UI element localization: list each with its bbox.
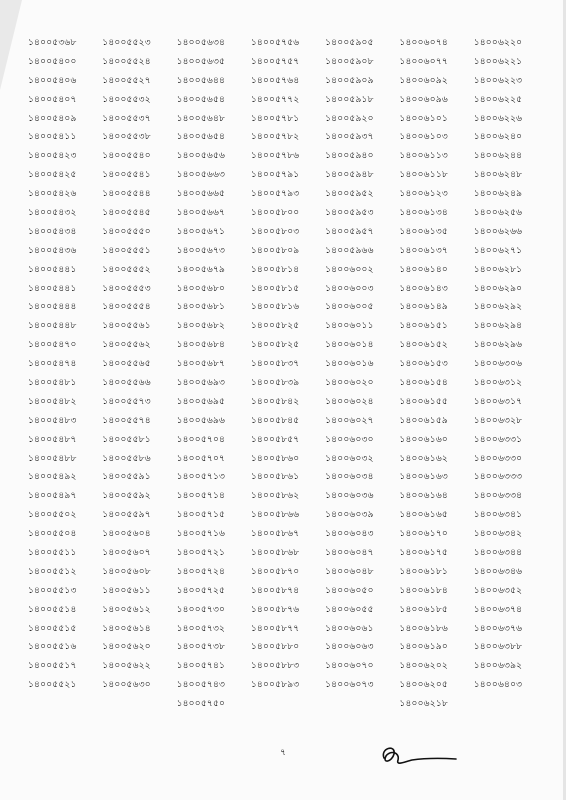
roll-number-cell: ১৪০০৬১১৩ (399, 150, 448, 162)
roll-number-cell: ১৪০০৫৪৪১ (28, 263, 77, 275)
table-row (28, 467, 548, 486)
roll-number-cell: ১৪০০৫৫৬২ (102, 339, 151, 351)
roll-number-cell: ১৪০০৬৩৫২ (473, 584, 523, 596)
roll-number-cell: ১৪০০৬৩৪৬ (473, 565, 523, 577)
roll-number-cell: ১৪০০৬১০১ (399, 112, 448, 124)
table-row (28, 581, 548, 600)
roll-number-cell: ১৪০০৫৭৩০ (176, 603, 226, 615)
roll-number-cell: ১৪০০৬২৯৪ (473, 320, 523, 332)
table-row (28, 505, 548, 524)
roll-number-cell: ১৪০০৬৩৭৬ (473, 622, 523, 634)
roll-number-cell: ১৪০০৫৬৮২ (176, 320, 226, 332)
roll-number-cell: ১৪০০৬০২৪ (325, 395, 374, 407)
signature-mark (378, 740, 458, 772)
roll-number-cell: ১৪০০৫৪৪৮ (28, 320, 77, 332)
roll-number-cell: ১৪০০৬১৬৪ (399, 490, 448, 502)
table-row (28, 90, 548, 109)
roll-number-cell: ১৪০০৬১৫১ (399, 320, 448, 332)
roll-number-cell: ১৪০০৫৬৪৮ (176, 112, 226, 124)
roll-number-cell: ১৪০০৬৩৪২ (473, 528, 523, 540)
roll-number-cell: ১৪০০৫৬২২ (102, 660, 151, 672)
roll-number-cell: ১৪০০৫৮৪২ (250, 395, 300, 407)
roll-number-table (28, 33, 548, 713)
roll-number-cell: ১৪০০৬৩৯২ (473, 660, 523, 672)
table-row (28, 430, 548, 449)
roll-number-cell: ১৪০০৫৫৬৫ (102, 358, 151, 370)
roll-number-cell: ১৪০০৫৮৬২ (250, 490, 300, 502)
roll-number-cell: ১৪০০৬০২৭ (325, 414, 374, 426)
table-row (28, 562, 548, 581)
table-row (28, 222, 548, 241)
roll-number-cell: ১৪০০৫৭৮২ (250, 131, 300, 143)
roll-number-cell: ১৪০০৬২২৫ (473, 93, 523, 105)
roll-number-cell: ১৪০০৬০১১ (325, 320, 374, 332)
roll-number-cell: ১৪০০৬৩৪৪ (473, 546, 523, 558)
table-row (28, 354, 548, 373)
roll-number-cell: ১৪০০৫৯৬৬ (325, 244, 374, 256)
roll-number-cell: ১৪০০৫৯০৮ (325, 55, 374, 67)
roll-number-cell: ১৪০০৫৩৬৮ (28, 36, 77, 48)
roll-number-cell: ১৪০০৫৫১৫ (28, 622, 77, 634)
roll-number-cell: ১৪০০৫৫৪৪ (102, 188, 151, 200)
roll-number-cell: ১৪০০৫৮৭৭ (250, 622, 300, 634)
table-row (28, 619, 548, 638)
roll-number-cell: ১৪০০৫৮১৫ (250, 282, 300, 294)
roll-number-cell: ১৪০০৬০৩৯ (325, 509, 374, 521)
roll-number-cell: ১৪০০৫৭৫০ (176, 698, 226, 710)
roll-number-cell: ১৪০০৫৯৪৮ (325, 169, 374, 181)
roll-number-cell: ১৪০০৬৩০৬ (473, 358, 523, 370)
roll-number-cell: ১৪০০৫৫১৪ (28, 603, 77, 615)
roll-number-cell: ১৪০০৫৬০৪ (102, 528, 151, 540)
roll-number-cell: ১৪০০৫৭০৭ (176, 452, 226, 464)
roll-number-cell: ১৪০০৫৫৯৭ (102, 509, 151, 521)
roll-number-cell: ১৪০০৬১০৩ (399, 131, 448, 143)
roll-number-cell: ১৪০০৬২২১ (473, 55, 523, 67)
roll-number-cell: ১৪০০৬৩৭৪ (473, 603, 523, 615)
roll-number-cell: ১৪০০৬২৪৯ (473, 188, 523, 200)
roll-number-cell: ১৪০০৫৫২৩ (102, 36, 151, 48)
roll-number-cell: ১৪০০৫৯২০ (325, 112, 374, 124)
roll-number-cell: ১৪০০৫৪৯৭ (28, 490, 77, 502)
roll-number-cell: ১৪০০৫৪৮৮ (28, 452, 77, 464)
roll-number-cell: ১৪০০৫৮৬০ (250, 452, 300, 464)
roll-number-cell: ১৪০০৫৪৩২ (28, 206, 77, 218)
table-row (28, 184, 548, 203)
roll-number-cell: ১৪০০৫৫১৭ (28, 660, 77, 672)
roll-number-cell: ১৪০০৫৭৩৮ (176, 641, 226, 653)
roll-number-cell: ১৪০০৫৫৯২ (102, 490, 151, 502)
roll-number-cell: ১৪০০৫৬৮৭ (176, 358, 226, 370)
roll-number-cell: ১৪০০৫৬৬৭ (176, 206, 226, 218)
roll-number-cell: ১৪০০৫৮১৬ (250, 301, 300, 313)
roll-number-cell: ১৪০০৫৫৬৬ (102, 376, 151, 388)
roll-number-cell: ১৪০০৫৭১৪ (176, 490, 226, 502)
roll-number-cell: ১৪০০৬৩৩৪ (473, 490, 523, 502)
table-row (28, 260, 548, 279)
roll-number-cell: ১৪০০৫৬৪৪ (176, 74, 226, 86)
table-row (28, 543, 548, 562)
roll-number-cell: ১৪০০৫৪৮৩ (28, 414, 77, 426)
roll-number-cell: ১৪০০৫৫৭৩ (102, 395, 151, 407)
table-row (28, 373, 548, 392)
roll-number-cell: ১৪০০৫৪০০ (28, 55, 77, 67)
table-row (28, 241, 548, 260)
roll-number-cell: ১৪০০৫৮৩৯ (250, 376, 300, 388)
roll-number-cell: ১৪০০৫৮৭৪ (250, 584, 300, 596)
roll-number-cell: ১৪০০৫৯৫৩ (325, 206, 374, 218)
roll-number-cell: ১৪০০৫৬৭৯ (176, 263, 226, 275)
table-row (28, 33, 548, 52)
roll-number-cell: ১৪০০৫৮৬৬ (250, 509, 300, 521)
roll-number-cell: ১৪০০৫৬৫৬ (176, 150, 226, 162)
roll-number-cell: ১৪০০৬০১৪ (325, 339, 374, 351)
roll-number-cell: ১৪০০৬১৭৫ (399, 546, 448, 558)
roll-number-cell: ১৪০০৬১৮১ (399, 565, 448, 577)
roll-number-cell: ১৪০০৫৫৫০ (102, 225, 151, 237)
roll-number-cell: ১৪০০৫৭৯১ (250, 169, 300, 181)
roll-number-cell: ১৪০০৬১৫৫ (399, 395, 448, 407)
roll-number-cell: ১৪০০৬১৩৫ (399, 225, 448, 237)
roll-number-cell: ১৪০০৬০৪৩ (325, 528, 374, 540)
roll-number-cell: ১৪০০৬২৯২ (473, 301, 523, 313)
roll-number-cell: ১৪০০৫৭১৩ (176, 471, 226, 483)
roll-number-cell: ১৪০০৬৩১২ (473, 376, 523, 388)
roll-number-cell: ১৪০০৬১৮৫ (399, 603, 448, 615)
roll-number-cell: ১৪০০৬২৭১ (473, 244, 523, 256)
roll-number-cell: ১৪০০৫৭৩২ (176, 622, 226, 634)
roll-number-cell: ১৪০০৬১৮৬ (399, 622, 448, 634)
folded-corner (0, 0, 22, 90)
roll-number-cell: ১৪০০৫৮০০ (250, 206, 300, 218)
roll-number-cell: ১৪০০৬৩৩০ (473, 452, 523, 464)
roll-number-cell: ১৪০০৫৫৫১ (102, 244, 151, 256)
roll-number-cell: ১৪০০৫৪০৬ (28, 74, 77, 86)
roll-number-cell: ১৪০০৬৩৪১ (473, 509, 523, 521)
roll-number-cell: ১৪০০৫৬০৮ (102, 565, 151, 577)
roll-number-cell: ১৪০০৫৯৫৭ (325, 225, 374, 237)
roll-number-cell: ১৪০০৬২০৫ (399, 679, 448, 691)
roll-number-cell: ১৪০০৫৪২৩ (28, 150, 77, 162)
roll-number-cell: ১৪০০৬৩৮৮ (473, 641, 523, 653)
roll-number-cell: ১৪০০৬৩৩৩ (473, 471, 523, 483)
roll-number-cell: ১৪০০৫৬১১ (102, 584, 151, 596)
roll-number-cell: ১৪০০৫৫৩২ (102, 93, 151, 105)
roll-number-cell: ১৪০০৬০৩২ (325, 452, 374, 464)
roll-number-cell: ১৪০০৬২৬৬ (473, 225, 523, 237)
roll-number-cell: ১৪০০৬০৫০ (325, 584, 374, 596)
roll-number-cell: ১৪০০৫৮৬১ (250, 471, 300, 483)
roll-number-cell: ১৪০০৬০৬৩ (325, 641, 374, 653)
roll-number-cell: ১৪০০৫৪৩৬ (28, 244, 77, 256)
roll-number-cell: ১৪০০৫৮২৫ (250, 320, 300, 332)
roll-number-cell: ১৪০০৬২২৬ (473, 112, 523, 124)
roll-number-cell: ১৪০০৬৪০৩ (473, 679, 523, 691)
roll-number-cell: ১৪০০৫৬৮৪ (176, 339, 226, 351)
roll-number-cell: ১৪০০৫৯০৯ (325, 74, 374, 86)
roll-number-cell: ১৪০০৫৫৮৬ (102, 452, 151, 464)
table-row (28, 486, 548, 505)
roll-number-cell: ১৪০০৫৭৮১ (250, 112, 300, 124)
roll-number-cell: ১৪০০৬১৬২ (399, 452, 448, 464)
roll-number-cell: ১৪০০৫৫৪৫ (102, 206, 151, 218)
roll-number-cell: ১৪০০৬২৫৬ (473, 206, 523, 218)
table-row (28, 297, 548, 316)
roll-number-cell: ১৪০০৬৩২৮ (473, 414, 523, 426)
roll-number-cell: ১৪০০৫৬০৭ (102, 546, 151, 558)
table-row (28, 656, 548, 675)
roll-number-cell: ১৪০০৫৬৩৪ (176, 36, 226, 48)
roll-number-cell: ১৪০০৬১৪০ (399, 263, 448, 275)
roll-number-cell: ১৪০০৬১৫৩ (399, 358, 448, 370)
table-row (28, 411, 548, 430)
roll-number-cell: ১৪০০৫৫১৬ (28, 641, 77, 653)
roll-number-cell: ১৪০০৬২০২ (399, 660, 448, 672)
roll-number-cell: ১৪০০৬১৫৪ (399, 376, 448, 388)
roll-number-cell: ১৪০০৫৬৫৪ (176, 131, 226, 143)
roll-number-cell: ১৪০০৬১৬৩ (399, 471, 448, 483)
roll-number-cell: ১৪০০৬২৪৪ (473, 150, 523, 162)
roll-number-cell: ১৪০০৬২২৩ (473, 74, 523, 86)
roll-number-cell: ১৪০০৫৭১৬ (176, 528, 226, 540)
roll-number-cell: ১৪০০৫৮৬৮ (250, 546, 300, 558)
table-row (28, 279, 548, 298)
roll-number-cell: ১৪০০৬০৯২ (399, 74, 448, 86)
roll-number-cell: ১৪০০৫৭৯৩ (250, 188, 300, 200)
roll-number-cell: ১৪০০৬১২৩ (399, 188, 448, 200)
roll-number-cell: ১৪০০৫৮৫৭ (250, 433, 300, 445)
roll-number-cell: ১৪০০৫৪৮১ (28, 376, 77, 388)
roll-number-cell: ১৪০০৫৮২৫ (250, 339, 300, 351)
roll-number-cell: ১৪০০৬১৩৭ (399, 244, 448, 256)
roll-number-cell: ১৪০০৫৬৩০ (102, 679, 151, 691)
roll-number-cell: ১৪০০৫৫৭৪ (102, 414, 151, 426)
roll-number-cell: ১৪০০৫৫১৩ (28, 584, 77, 596)
roll-number-cell: ১৪০০৫৭২৪ (176, 565, 226, 577)
roll-number-cell: ১৪০০৬১৪৯ (399, 301, 448, 313)
roll-number-cell: ১৪০০৬১৬০ (399, 433, 448, 445)
roll-number-cell: ১৪০০৫৪২৬ (28, 188, 77, 200)
roll-number-cell: ১৪০০৫৭৪৩ (176, 679, 226, 691)
roll-number-cell: ১৪০০৬০৪৭ (325, 546, 374, 558)
roll-number-cell: ১৪০০৬২২০ (473, 36, 523, 48)
table-row (28, 449, 548, 468)
roll-number-cell: ১৪০০৫৪২৫ (28, 169, 77, 181)
roll-number-cell: ১৪০০৫৮৩৭ (250, 358, 300, 370)
roll-number-cell: ১৪০০৫৬৬৫ (176, 188, 226, 200)
roll-number-cell: ১৪০০৫৯৩৭ (325, 131, 374, 143)
roll-number-cell: ১৪০০৫৫৮১ (102, 433, 151, 445)
roll-number-cell: ১৪০০৫৫৫৩ (102, 282, 151, 294)
roll-number-cell: ১৪০০৫৬৯৬ (176, 414, 226, 426)
roll-number-cell: ১৪০০৬০৩৬ (325, 490, 374, 502)
roll-number-cell: ১৪০০৫৪৩৪ (28, 225, 77, 237)
roll-number-cell: ১৪০০৫৮০৩ (250, 225, 300, 237)
roll-number-cell: ১৪০০৬২৯৬ (473, 339, 523, 351)
roll-number-cell: ১৪০০৫৭৬৪ (250, 74, 300, 86)
table-row (28, 165, 548, 184)
roll-number-cell: ১৪০০৫৪৭০ (28, 339, 77, 351)
roll-number-cell: ১৪০০৫৭১৫ (176, 509, 226, 521)
roll-number-cell: ১৪০০৫৮৪৫ (250, 414, 300, 426)
roll-number-cell: ১৪০০৫৫১২ (28, 565, 77, 577)
table-row (28, 146, 548, 165)
roll-number-cell: ১৪০০৬০৫৫ (325, 603, 374, 615)
roll-number-cell: ১৪০০৫৫২১ (28, 679, 77, 691)
roll-number-cell: ১৪০০৬০০৫ (325, 301, 374, 313)
roll-number-cell: ১৪০০৬০৭৩ (325, 679, 374, 691)
roll-number-cell: ১৪০০৫৮০৯ (250, 244, 300, 256)
roll-number-cell: ১৪০০৫৫৪০ (102, 150, 151, 162)
roll-number-cell: ১৪০০৬০১৬ (325, 358, 374, 370)
roll-number-cell: ১৪০০৬০৭৪ (399, 36, 448, 48)
table-row (28, 392, 548, 411)
roll-number-cell: ১৪০০৬২৪৮ (473, 169, 523, 181)
roll-number-cell: ১৪০০৫৫১১ (28, 546, 77, 558)
table-row (28, 335, 548, 354)
roll-number-cell: ১৪০০৫৪০৯ (28, 112, 77, 124)
table-row (28, 52, 548, 71)
table-row (28, 109, 548, 128)
roll-number-cell: ১৪০০৫৬৯৫ (176, 395, 226, 407)
roll-number-cell: ১৪০০৫৭৮৬ (250, 150, 300, 162)
roll-number-cell: ১৪০০৫৪০৭ (28, 93, 77, 105)
roll-number-cell: ১৪০০৫৬১৪ (102, 622, 151, 634)
roll-number-cell: ১৪০০৫৭২৫ (176, 584, 226, 596)
roll-number-cell: ১৪০০৫৯১৮ (325, 93, 374, 105)
roll-number-cell: ১৪০০৫৬৮১ (176, 301, 226, 313)
roll-number-cell: ১৪০০৫৫৬১ (102, 320, 151, 332)
roll-number-cell: ১৪০০৬০৬১ (325, 622, 374, 634)
roll-number-cell: ১৪০০৫৫০২ (28, 509, 77, 521)
roll-number-cell: ১৪০০৬১৮৪ (399, 584, 448, 596)
roll-number-cell: ১৪০০৫৮৭৬ (250, 603, 300, 615)
table-row (28, 71, 548, 90)
roll-number-cell: ১৪০০৬০৩০ (325, 433, 374, 445)
roll-number-cell: ১৪০০৫৭৫৭ (250, 55, 300, 67)
roll-number-cell: ১৪০০৫৬৭১ (176, 225, 226, 237)
roll-number-cell: ১৪০০৫৪১১ (28, 131, 77, 143)
roll-number-cell: ১৪০০৫৫৩৭ (102, 112, 151, 124)
roll-number-cell: ১৪০০৬০২০ (325, 376, 374, 388)
roll-number-cell: ১৪০০৫৫৩৮ (102, 131, 151, 143)
roll-number-cell: ১৪০০৫৯৪০ (325, 150, 374, 162)
table-row (28, 127, 548, 146)
roll-number-cell: ১৪০০৫৫৯১ (102, 471, 151, 483)
roll-number-cell: ১৪০০৬১৯০ (399, 641, 448, 653)
roll-number-cell: ১৪০০৫৮৯৩ (250, 679, 300, 691)
roll-number-cell: ১৪০০৫৭৫৬ (250, 36, 300, 48)
roll-number-cell: ১৪০০৫৬৬৩ (176, 169, 226, 181)
roll-number-cell: ১৪০০৫৪৯২ (28, 471, 77, 483)
roll-number-cell: ১৪০০৬১৪৩ (399, 282, 448, 294)
page-number: ৭ (280, 748, 286, 758)
roll-number-cell: ১৪০০৬০৯৬ (399, 93, 448, 105)
roll-number-cell: ১৪০০৬২৯০ (473, 282, 523, 294)
roll-number-cell: ১৪০০৬৩১৭ (473, 395, 523, 407)
roll-number-cell: ১৪০০৫৭০৪ (176, 433, 226, 445)
roll-number-cell: ১৪০০৬০০৩ (325, 282, 374, 294)
roll-number-cell: ১৪০০৫৬৫৪ (176, 93, 226, 105)
roll-number-cell: ১৪০০৫৮৮৩ (250, 660, 300, 672)
roll-number-cell: ১৪০০৬০৪৮ (325, 565, 374, 577)
roll-number-cell: ১৪০০৬১৫২ (399, 339, 448, 351)
roll-number-cell: ১৪০০৫৮৮০ (250, 641, 300, 653)
roll-number-cell: ১৪০০৫৫২৪ (102, 55, 151, 67)
table-row (28, 694, 548, 713)
table-row (28, 524, 548, 543)
roll-number-cell: ১৪০০৬১৭০ (399, 528, 448, 540)
roll-number-cell: ১৪০০৫৫০৪ (28, 528, 77, 540)
roll-number-cell: ১৪০০৫৫৫২ (102, 263, 151, 275)
roll-number-cell: ১৪০০৫৬২০ (102, 641, 151, 653)
roll-number-cell: ১৪০০৬১৬৫ (399, 509, 448, 521)
roll-number-cell: ১৪০০৫৪৪৪ (28, 301, 77, 313)
roll-number-cell: ১৪০০৫৫৫৪ (102, 301, 151, 313)
roll-number-cell: ১৪০০৬২৪০ (473, 131, 523, 143)
roll-number-cell: ১৪০০৫৮৭০ (250, 565, 300, 577)
roll-number-cell: ১৪০০৬০০২ (325, 263, 374, 275)
roll-number-cell: ১৪০০৫৬১২ (102, 603, 151, 615)
roll-number-cell: ১৪০০৫৪৭৪ (28, 358, 77, 370)
roll-number-cell: ১৪০০৬১১৮ (399, 169, 448, 181)
roll-number-cell: ১৪০০৫৮৬৭ (250, 528, 300, 540)
roll-number-cell: ১৪০০৬০৭৭ (399, 55, 448, 67)
roll-number-cell: ১৪০০৫৭৪১ (176, 660, 226, 672)
roll-number-cell: ১৪০০৫৪৮৭ (28, 433, 77, 445)
roll-number-cell: ১৪০০৫৮১৪ (250, 263, 300, 275)
roll-number-cell: ১৪০০৫৭৭২ (250, 93, 300, 105)
roll-number-cell: ১৪০০৬০৭০ (325, 660, 374, 672)
table-row (28, 600, 548, 619)
roll-number-cell: ১৪০০৫৭২১ (176, 546, 226, 558)
table-row (28, 316, 548, 335)
roll-number-cell: ১৪০০৫৪৮২ (28, 395, 77, 407)
roll-number-cell: ১৪০০৫৯৫২ (325, 188, 374, 200)
roll-number-cell: ১৪০০৬২৮১ (473, 263, 523, 275)
roll-number-cell: ১৪০০৬১৩৪ (399, 206, 448, 218)
roll-number-cell: ১৪০০৫৫৪১ (102, 169, 151, 181)
roll-number-cell: ১৪০০৫৫২৭ (102, 74, 151, 86)
roll-number-cell: ১৪০০৬২১৮ (399, 698, 448, 710)
roll-number-cell: ১৪০০৫৯০৫ (325, 36, 374, 48)
roll-number-cell: ১৪০০৫৬৮০ (176, 282, 226, 294)
table-row (28, 638, 548, 657)
roll-number-cell: ১৪০০৫৪৪১ (28, 282, 77, 294)
roll-number-cell: ১৪০০৬৩৩১ (473, 433, 523, 445)
roll-number-cell: ১৪০০৫৬৩৫ (176, 55, 226, 67)
roll-number-cell: ১৪০০৬১৫৯ (399, 414, 448, 426)
roll-number-cell: ১৪০০৫৬৭৩ (176, 244, 226, 256)
roll-number-cell: ১৪০০৫৬৯৩ (176, 376, 226, 388)
roll-number-cell: ১৪০০৬০৩৪ (325, 471, 374, 483)
table-row (28, 203, 548, 222)
table-row (28, 675, 548, 694)
